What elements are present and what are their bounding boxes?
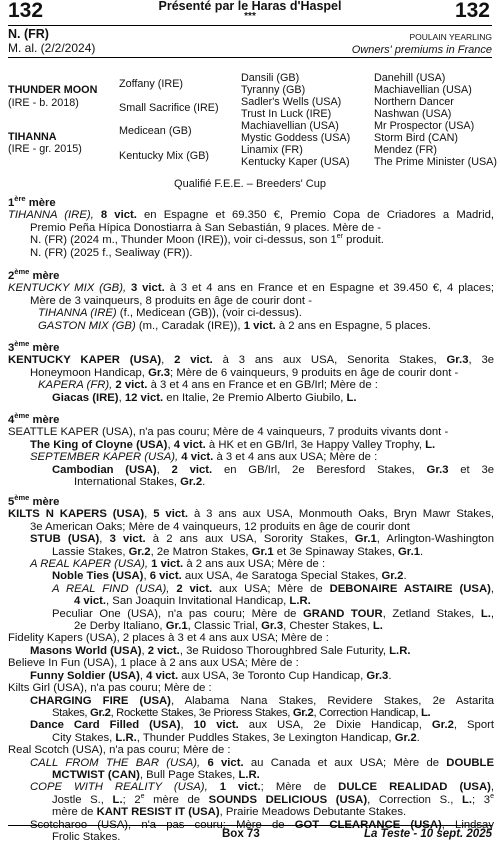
- great-grandparent: Machiavellian (USA): [241, 120, 339, 132]
- grandparent: Zoffany (IRE): [119, 78, 184, 90]
- dam-name: TIHANNA: [8, 131, 57, 143]
- pedigree-table: [0, 0, 500, 200]
- great-great-grandparent: The Prime Minister (USA): [374, 156, 497, 168]
- dam-record: KILTS N KAPERS (USA), 5 vict. à 3 ans aux USA, Monmouth Oaks, Bryn Mawr Stakes,: [8, 508, 494, 521]
- produce-line: Peculiar One (USA), n'a pas couru; Mère de GRAND TOUR, Zetland Stakes, L.,: [52, 607, 494, 620]
- produce-line: CHARGING FIRE (USA), Alabama Nana Stakes, Revidere Stakes, 2e Astarita: [30, 694, 495, 707]
- premiums-note: Owners' premiums in France: [351, 44, 492, 56]
- great-great-grandparent: Mr Prospector (USA): [374, 120, 475, 132]
- produce-line: GASTON MIX (GB) (m., Caradak (IRE)), 1 vict. à 2 ans en Espagne, 5 places.: [38, 319, 431, 332]
- great-grandparent: Kentucky Kaper (USA): [241, 156, 350, 168]
- great-grandparent: Tyranny (GB): [241, 84, 306, 96]
- produce-line: Dance Card Filled (USA), 10 vict. aux USA, 2e Dixie Handicap, Gr.2, Sport: [30, 719, 495, 732]
- produce-line: SEPTEMBER KAPER (USA), 4 vict. à 3 et 4 ans aux USA; Mère de :: [30, 451, 378, 464]
- great-great-grandparent: Nashwan (USA): [374, 108, 452, 120]
- produce-line: Fidelity Kapers (USA), 2 places à 3 et 4 ans aux USA; Mère de :: [8, 632, 329, 645]
- great-grandparent: Sadler's Wells (USA): [241, 96, 342, 108]
- great-great-grandparent: Storm Bird (CAN): [374, 132, 458, 144]
- dam-record: TIHANNA (IRE), 8 vict. en Espagne et 69.350 €, Premio Copa de Criadores a Madrid,: [8, 209, 494, 222]
- produce-line: Giacas (IRE), 12 vict. en Italie, 2e Premio Alberto Giubilo, L.: [52, 391, 357, 404]
- produce-line: A REAL KAPER (USA), 1 vict. à 2 ans aux USA; Mère de :: [30, 558, 326, 571]
- great-great-grandparent: Machiavellian (USA): [374, 84, 472, 96]
- fourth-dam-section: [8, 411, 495, 489]
- great-great-grandparent: Mendez (FR): [374, 144, 437, 156]
- text-line: 3e American Oaks; Mère de 4 vainqueurs, 12 produits en âge de courir dont: [30, 520, 410, 533]
- produce-line: STUB (USA), 3 vict. à 2 ans aux USA, Sorority Stakes, Gr.1, Arlington-Washington: [30, 533, 494, 546]
- second-dam-section: [8, 267, 494, 332]
- produce-line: A REAL FIND (USA), 2 vict. aux USA; Mère de DEBONAIRE ASTAIRE (USA),: [52, 582, 495, 595]
- lot-number-left: 132: [8, 0, 44, 22]
- text-line: Mère de 3 vainqueurs, 8 produits en âge de courir dont -: [30, 294, 312, 307]
- produce-line: Masons World (USA), 2 vict., 3e Ruidoso Thoroughbred Sale Futurity, L.R.: [30, 644, 411, 657]
- section-title: 3ème mère: [8, 339, 60, 354]
- produce-line: KAPERA (FR), 2 vict. à 3 et 4 ans en France et en GB/Irl; Mère de :: [38, 379, 378, 392]
- sex-birth: M. al. (2/2/2024): [8, 41, 96, 55]
- text-line: MCTWIST (CAN), Bull Page Stakes, L.R.: [52, 768, 260, 781]
- horse-name: N. (FR): [8, 27, 49, 41]
- dam-detail: (IRE - gr. 2015): [8, 143, 82, 155]
- section-title: 1ère mère: [8, 194, 56, 209]
- great-great-grandparent: Northern Dancer: [374, 96, 454, 108]
- great-grandparent: Dansili (GB): [241, 72, 300, 84]
- box-number: Box 73: [222, 828, 260, 840]
- produce-line: CALL FROM THE BAR (USA), 6 vict. au Canada et aux USA; Mère de DOUBLE: [30, 756, 494, 769]
- great-great-grandparent: Danehill (USA): [374, 72, 446, 84]
- dam-record: SEATTLE KAPER (USA), n'a pas couru; Mère de 4 vainqueurs, 7 produits vivants dont -: [8, 426, 449, 439]
- produce-line: COPE WITH REALITY (USA), 1 vict.; Mère de DULCE REALIDAD (USA),: [30, 781, 495, 794]
- text-line: Premio Peña Hípica Donostiarra à San Sebastián, 9 places. Mère de -: [30, 221, 382, 234]
- third-dam-section: [8, 339, 495, 404]
- text-line: Stakes, Gr.2, Rockette Stakes, 3e Prioress Stakes, Gr.2, Correction Handicap, L.: [52, 706, 431, 719]
- section-title: 2ème mère: [8, 267, 60, 282]
- section-title: 5ème mère: [8, 493, 60, 508]
- grandparent: Medicean (GB): [119, 125, 192, 137]
- text-line: 4 vict., San Joaquin Invitational Handicap, L.R.: [74, 595, 311, 608]
- consignor-title: Présenté par le Haras d'Haspel: [158, 0, 342, 13]
- grandparent: Kentucky Mix (GB): [119, 150, 209, 162]
- produce-line: Scotcharoo (USA), n'a pas couru; Mère de GOT CLEARANCE (USA), Lindsay: [30, 818, 494, 831]
- produce-line: N. (FR) (2025 f., Sealiway (FR)).: [30, 246, 193, 259]
- text-line: 2e Derby Italiano, Gr.1, Classic Trial, Gr.3, Chester Stakes, L.: [74, 620, 383, 633]
- fifth-dam-section: [8, 493, 495, 843]
- produce-line: Believe In Fun (USA), 1 place à 2 ans aux USA; Mère de :: [8, 657, 299, 670]
- venue-date: La Teste - 10 sept. 2025: [363, 828, 492, 840]
- produce-line: Noble Ties (USA), 6 vict. aux USA, 4e Saratoga Special Stakes, Gr.2.: [52, 570, 407, 583]
- produce-line: Kilts Girl (USA), n'a pas couru; Mère de :: [8, 682, 212, 695]
- stars: ***: [244, 11, 256, 22]
- sire-detail: (IRE - b. 2018): [8, 97, 79, 109]
- text-line: Frolic Stakes.: [52, 830, 121, 843]
- text-line: Jostle S., L.; 2e mère de SOUNDS DELICIOUS (USA), Correction S., L.; 3e: [52, 792, 494, 806]
- horse-category: POULAIN YEARLING: [409, 32, 492, 42]
- lot-number-right: 132: [454, 0, 490, 22]
- footer-divider: [8, 825, 492, 826]
- produce-line: Funny Soldier (USA), 4 vict. aux USA, 3e Toronto Cup Handicap, Gr.3.: [30, 669, 392, 682]
- produce-line: The King of Cloyne (USA), 4 vict. à HK et en GB/Irl, 3e Happy Valley Trophy, L.: [30, 438, 436, 451]
- qualification: Qualifié F.E.E. – Breeders' Cup: [174, 178, 326, 190]
- dam-record: KENTUCKY MIX (GB), 3 vict. à 3 et 4 ans en France et en Espagne et 39.450 €, 4 places;: [8, 282, 494, 295]
- first-dam-section: [8, 194, 494, 259]
- grandparent: Small Sacrifice (IRE): [119, 102, 219, 114]
- text-line: Lassie Stakes, Gr.2, 2e Matron Stakes, Gr.1 et 3e Spinaway Stakes, Gr.1.: [52, 545, 424, 558]
- produce-line: TIHANNA (IRE) (f., Medicean (GB)), (voir ci-dessus).: [38, 307, 302, 320]
- great-grandparent: Linamix (FR): [241, 144, 303, 156]
- section-title: 4ème mère: [8, 411, 60, 426]
- text-line: mère de KANT RESIST IT (USA), Prairie Meadows Debutante Stakes.: [52, 806, 407, 819]
- sire-name: THUNDER MOON: [8, 84, 98, 96]
- produce-line: N. (FR) (2024 m., Thunder Moon (IRE)), voir ci-dessus, son 1er produit.: [30, 233, 384, 247]
- text-line: City Stakes, L.R., Thunder Puddles Stakes, 3e Lexington Handicap, Gr.2.: [52, 731, 420, 744]
- text-line: Honeymoon Handicap, Gr.3; Mère de 6 vainqueurs, 9 produits en âge de courir dont -: [30, 366, 459, 379]
- dam-record: KENTUCKY KAPER (USA), 2 vict. à 3 ans aux USA, Senorita Stakes, Gr.3, 3e: [8, 354, 495, 367]
- great-grandparent: Mystic Goddess (USA): [241, 132, 351, 144]
- produce-line: Real Scotch (USA), n'a pas couru; Mère de :: [8, 744, 231, 757]
- produce-line: Cambodian (USA), 2 vict. en GB/Irl, 2e Beresford Stakes, Gr.3 et 3e: [52, 463, 495, 476]
- great-grandparent: Trust In Luck (IRE): [241, 108, 332, 120]
- text-line: International Stakes, Gr.2.: [74, 476, 206, 489]
